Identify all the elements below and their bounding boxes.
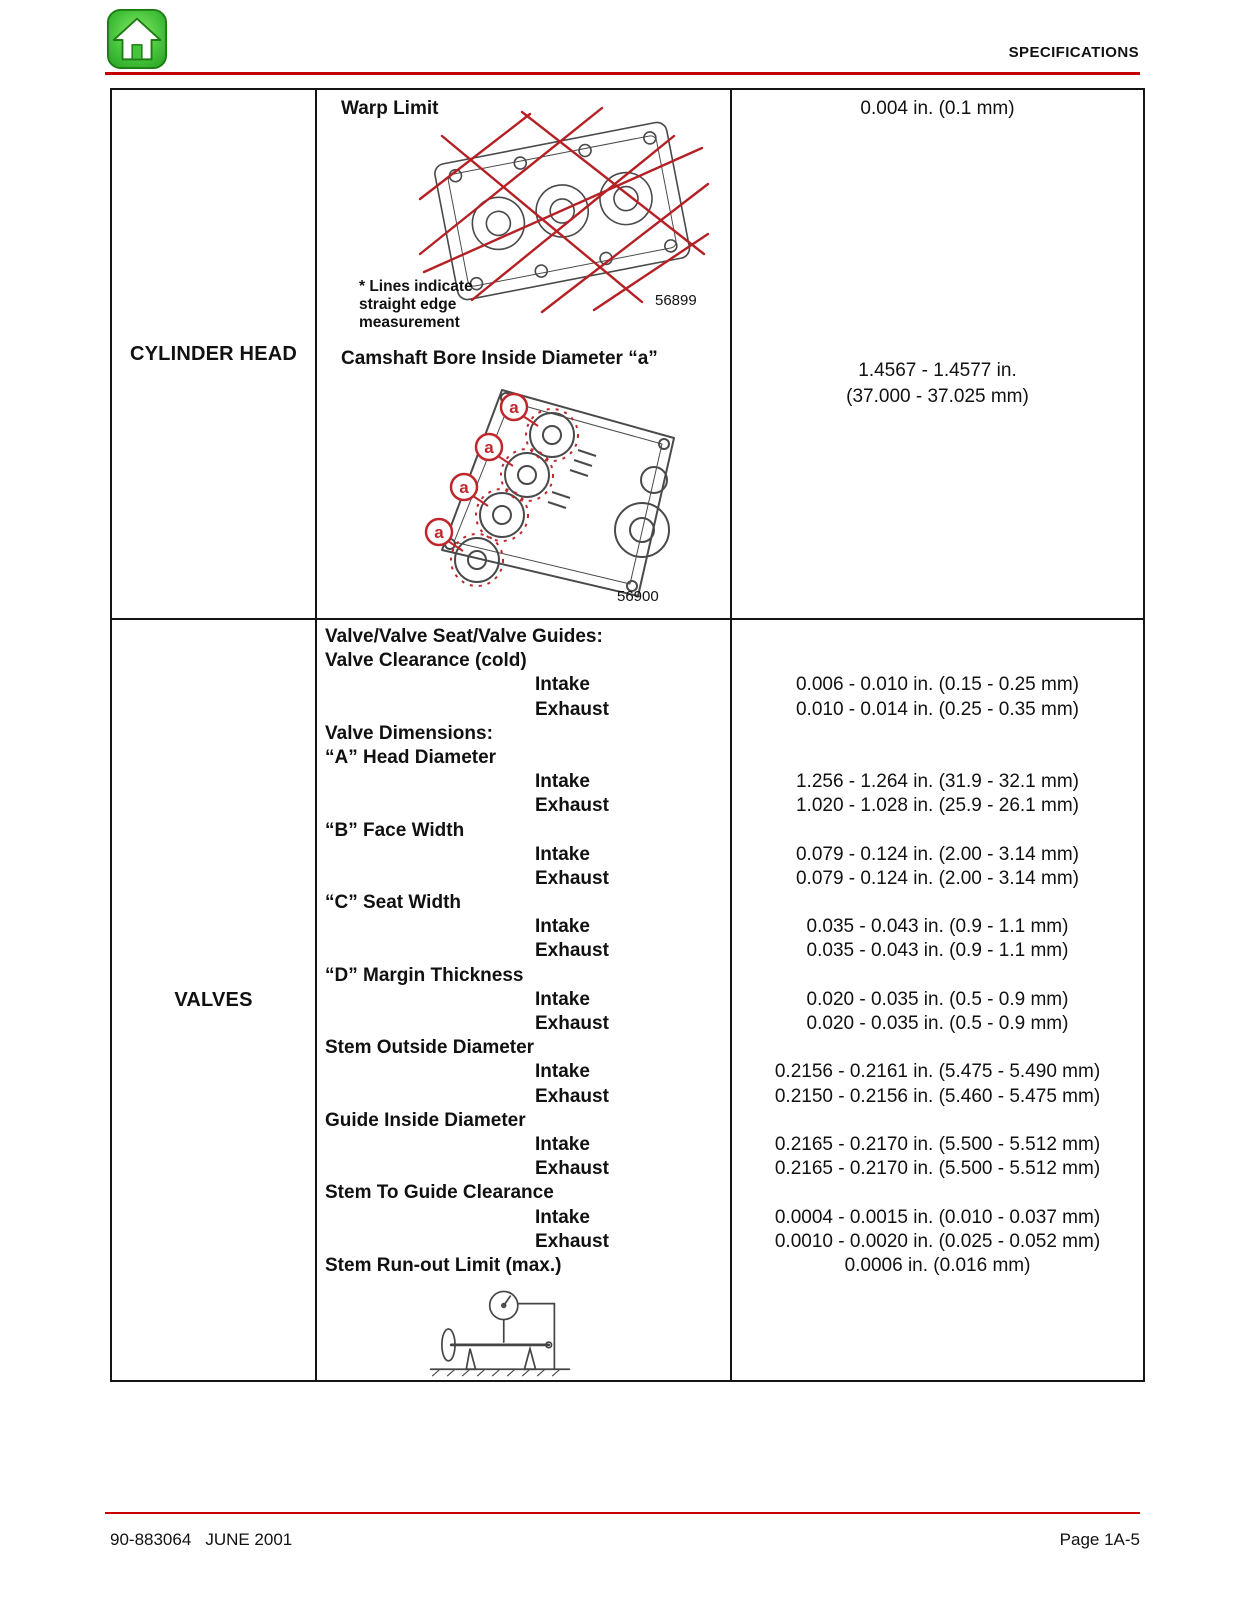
camshaft-bore-value	[732, 358, 1143, 410]
valve-spec-value-line: 0.020 - 0.035 in. (0.5 - 0.9 mm)	[806, 988, 1069, 1010]
warp-note-line-3: measurement	[359, 314, 460, 331]
warp-note-line-1: * Lines indicate	[359, 278, 473, 295]
valve-spec-value-line: 0.0004 - 0.0015 in. (0.010 - 0.037 mm)	[774, 1206, 1101, 1228]
valve-spec-value-line: 0.0006 in. (0.016 mm)	[844, 1254, 1031, 1276]
doc-date: JUNE 2001	[205, 1530, 293, 1549]
cylinder-head-spec-cell	[317, 90, 732, 620]
valve-spec-label-line: Valve Dimensions:	[325, 722, 493, 744]
valve-spec-label-line: “D” Margin Thickness	[325, 964, 524, 986]
valve-spec-value-line: 0.2165 - 0.2170 in. (5.500 - 5.512 mm)	[774, 1158, 1101, 1180]
valve-spec-label-line: “B” Face Width	[325, 819, 465, 841]
valve-spec-value-line	[732, 625, 1143, 649]
valve-spec-value-line	[732, 746, 1143, 770]
valve-spec-value-line: 0.006 - 0.010 in. (0.15 - 0.25 mm)	[795, 674, 1080, 696]
valve-spec-value-line	[732, 1109, 1143, 1133]
home-icon	[106, 8, 168, 70]
camshaft-callout-a: a	[434, 523, 444, 542]
camshaft-callout-a: a	[459, 478, 469, 497]
valve-spec-value-line	[732, 891, 1143, 915]
valve-spec-value-line	[732, 964, 1143, 988]
valve-spec-label-line: Stem To Guide Clearance	[325, 1182, 554, 1204]
valve-spec-label-line: Exhaust	[535, 1013, 609, 1034]
dial-indicator-illustration	[425, 1278, 575, 1378]
valves-spec-label-column	[317, 620, 732, 1380]
valve-spec-label-line: Exhaust	[535, 698, 609, 720]
valve-spec-label-line: Exhaust	[535, 1230, 609, 1252]
valve-spec-value-line	[732, 649, 1143, 673]
camshaft-bore-diagram	[402, 380, 712, 605]
valve-spec-label-line: Intake	[535, 771, 590, 793]
valve-spec-value-line: 0.035 - 0.043 in. (0.9 - 1.1 mm)	[806, 916, 1069, 938]
valve-spec-label-line: Intake	[535, 674, 590, 696]
valve-spec-label-line: Stem Outside Diameter	[325, 1037, 535, 1059]
valve-spec-value-line	[732, 1181, 1143, 1205]
valves-spec-value-column	[732, 620, 1143, 1380]
row-label-cylinder-head: CYLINDER HEAD	[112, 90, 317, 620]
doc-number: 90-883064	[110, 1530, 192, 1549]
row-label-valves: VALVES	[112, 620, 317, 1380]
valve-spec-value-line: 0.0010 - 0.0020 in. (0.025 - 0.052 mm)	[774, 1230, 1101, 1252]
valve-spec-label-line: “C” Seat Width	[325, 892, 461, 914]
valve-spec-label-line: Valve Clearance (cold)	[325, 650, 527, 672]
valve-spec-label-line: Intake	[535, 1061, 590, 1083]
valve-spec-value-line	[732, 722, 1143, 746]
valve-spec-label-line: Exhaust	[535, 795, 609, 817]
valve-spec-label-line: Intake	[535, 1206, 590, 1228]
valve-spec-label-line: Exhaust	[535, 1158, 609, 1180]
warp-limit-label: Warp Limit	[341, 98, 439, 119]
valve-spec-value-line: 1.256 - 1.264 in. (31.9 - 32.1 mm)	[795, 771, 1080, 793]
valve-spec-value-line: 0.035 - 0.043 in. (0.9 - 1.1 mm)	[806, 940, 1069, 962]
valve-spec-value-line: 0.079 - 0.124 in. (2.00 - 3.14 mm)	[795, 843, 1080, 865]
valve-spec-value-line: 1.020 - 1.028 in. (25.9 - 26.1 mm)	[795, 795, 1080, 817]
valve-spec-label-line: Valve/Valve Seat/Valve Guides:	[325, 626, 603, 647]
warp-note	[359, 278, 473, 332]
valves-spec-values	[732, 625, 1143, 1278]
valve-spec-label-line: Intake	[535, 916, 590, 938]
camshaft-callout-a: a	[509, 398, 519, 417]
valve-spec-label-line: Intake	[535, 1133, 590, 1155]
page-number: Page 1A-5	[1059, 1530, 1140, 1549]
header-rule	[105, 72, 1140, 75]
valve-spec-value-line	[732, 1036, 1143, 1060]
camshaft-callout-a: a	[484, 438, 494, 457]
valve-spec-value-line: 0.2150 - 0.2156 in. (5.460 - 5.475 mm)	[774, 1085, 1101, 1107]
valve-spec-label-line: Intake	[535, 988, 590, 1010]
footer-rule	[105, 1512, 1140, 1514]
valve-spec-label-line: Exhaust	[535, 940, 609, 962]
warp-limit-value: 0.004 in. (0.1 mm)	[860, 98, 1015, 119]
warp-note-line-2: straight edge	[359, 296, 457, 313]
camshaft-bore-value-in: 1.4567 - 1.4577 in.	[858, 360, 1017, 381]
valve-spec-label-line: Exhaust	[535, 1085, 609, 1107]
valve-spec-value-line: 0.010 - 0.014 in. (0.25 - 0.35 mm)	[795, 698, 1080, 720]
cylinder-head-value-cell	[732, 90, 1143, 620]
valve-spec-label-line: “A” Head Diameter	[325, 746, 497, 768]
valve-spec-label-line: Guide Inside Diameter	[325, 1109, 526, 1131]
specifications-table	[110, 88, 1145, 1382]
valve-spec-label-line: Exhaust	[535, 867, 609, 889]
valves-spec-labels	[325, 625, 730, 1278]
valve-spec-value-line: 0.079 - 0.124 in. (2.00 - 3.14 mm)	[795, 867, 1080, 889]
page-header-title: SPECIFICATIONS	[1008, 44, 1139, 61]
valve-spec-label-line: Intake	[535, 843, 590, 865]
camshaft-bore-value-mm: (37.000 - 37.025 mm)	[846, 386, 1029, 407]
valve-spec-value-line: 0.2156 - 0.2161 in. (5.475 - 5.490 mm)	[774, 1061, 1101, 1083]
home-button[interactable]	[106, 8, 168, 70]
valve-spec-value-line	[732, 819, 1143, 843]
figure-number-56899: 56899	[655, 292, 697, 309]
valve-spec-value-line: 0.020 - 0.035 in. (0.5 - 0.9 mm)	[806, 1013, 1069, 1034]
valve-spec-value-line: 0.2165 - 0.2170 in. (5.500 - 5.512 mm)	[774, 1133, 1101, 1155]
valve-spec-label-line: Stem Run-out Limit (max.)	[325, 1254, 562, 1276]
camshaft-bore-label: Camshaft Bore Inside Diameter “a”	[341, 348, 658, 369]
figure-number-56900: 56900	[617, 588, 659, 605]
footer-left	[110, 1530, 306, 1550]
